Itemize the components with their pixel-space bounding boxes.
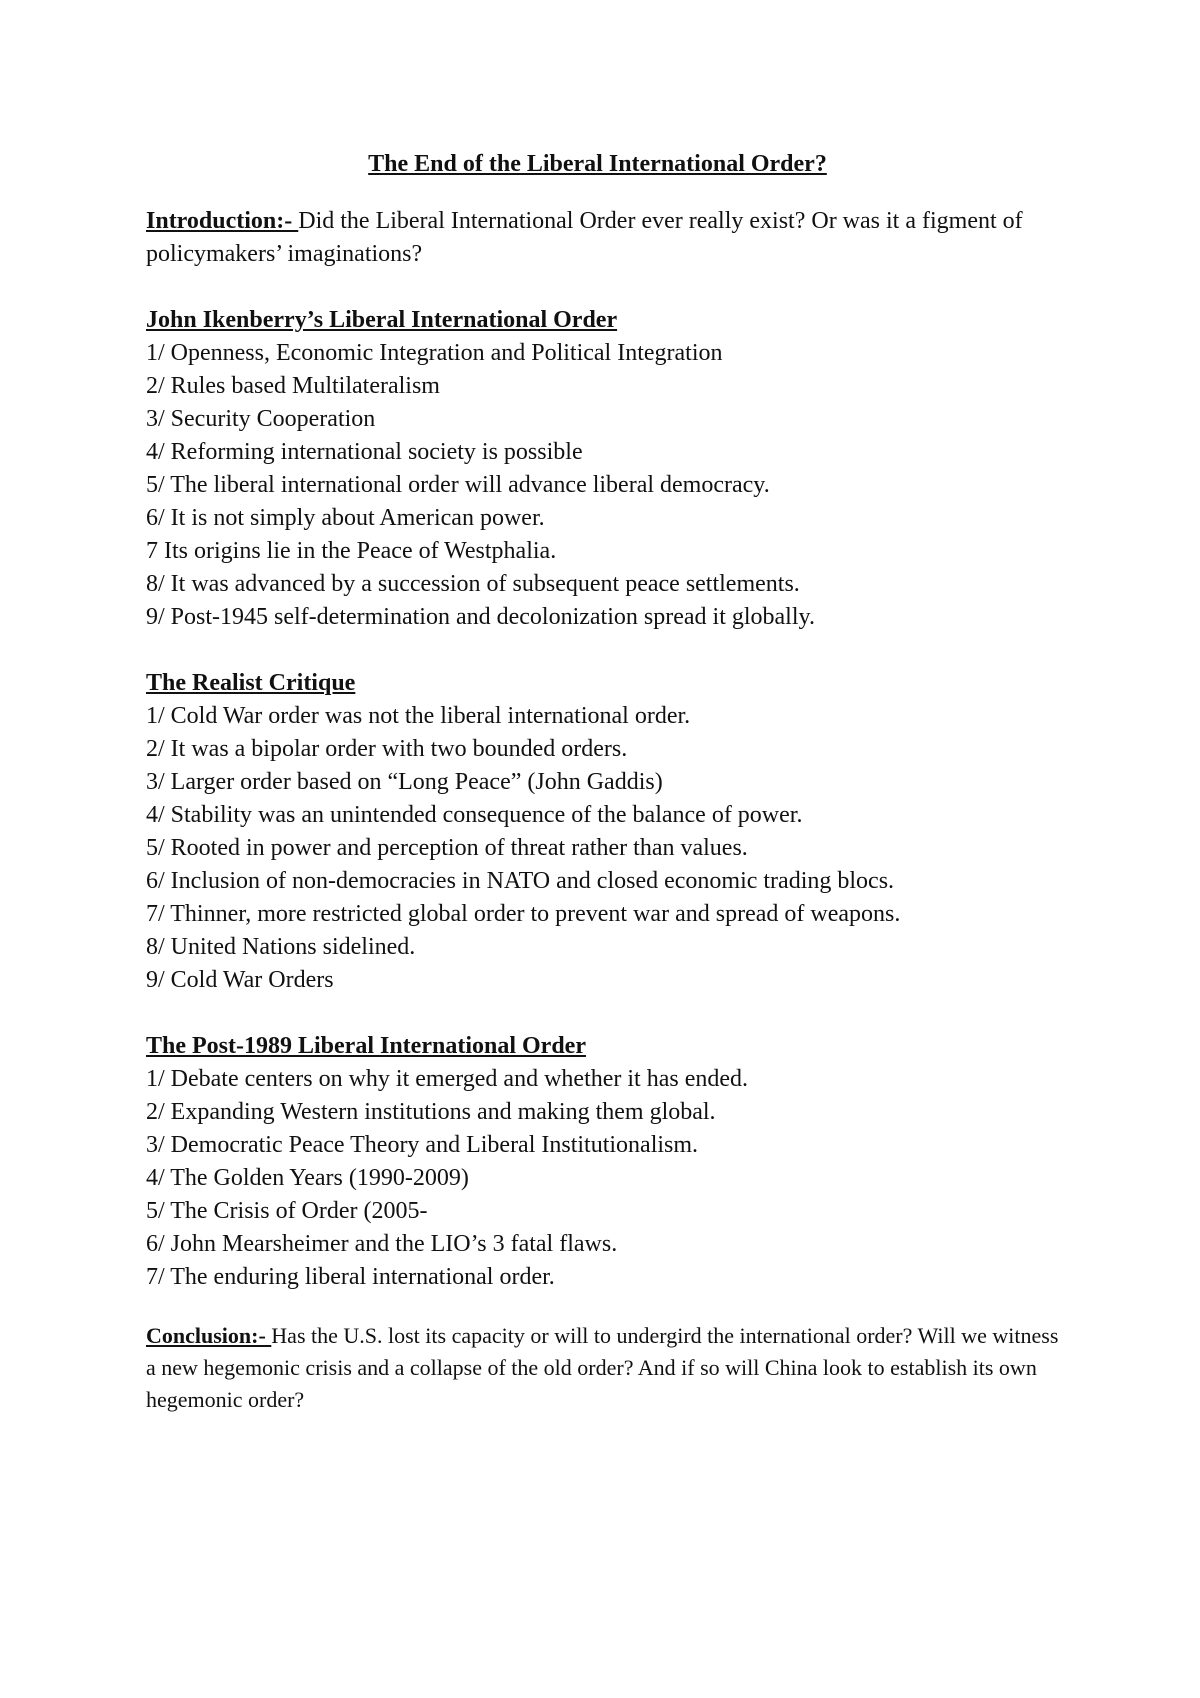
section-list	[146, 700, 1086, 997]
list-item: 4/ The Golden Years (1990-2009)	[146, 1165, 469, 1191]
list-item: 6/ It is not simply about American power.	[146, 505, 545, 531]
section-realist-critique	[146, 667, 1086, 997]
list-item: 5/ Rooted in power and perception of threat rather than values.	[146, 835, 748, 861]
section-heading: The Realist Critique	[146, 670, 356, 696]
list-item: 8/ It was advanced by a succession of subsequent peace settlements.	[146, 571, 800, 597]
list-item: 6/ Inclusion of non-democracies in NATO and closed economic trading blocs.	[146, 868, 895, 894]
section-post-1989	[146, 1030, 1086, 1294]
section-list	[146, 1063, 1086, 1294]
list-item: 1/ Debate centers on why it emerged and whether it has ended.	[146, 1066, 749, 1092]
list-item: 5/ The liberal international order will advance liberal democracy.	[146, 472, 770, 498]
section-ikenberry	[146, 304, 1086, 634]
list-item: 3/ Security Cooperation	[146, 406, 376, 432]
section-heading: John Ikenberry’s Liberal International Order	[146, 307, 618, 333]
list-item: 4/ Stability was an unintended consequence of the balance of power.	[146, 802, 803, 828]
section-heading: The Post-1989 Liberal International Order	[146, 1033, 586, 1059]
list-item: 1/ Cold War order was not the liberal international order.	[146, 703, 691, 729]
list-item: 5/ The Crisis of Order (2005-	[146, 1198, 428, 1224]
conclusion-text: Has the U.S. lost its capacity or will to undergird the international order? Will we witness a new hegemonic crisis and a collapse of the old order? And if so will China look to establish its own hegemonic order?	[146, 1323, 1059, 1412]
introduction-paragraph	[146, 205, 1086, 271]
conclusion-paragraph	[146, 1320, 1066, 1416]
list-item: 9/ Post-1945 self-determination and decolonization spread it globally.	[146, 604, 815, 630]
list-item: 2/ It was a bipolar order with two bounded orders.	[146, 736, 628, 762]
document-title: The End of the Liberal International Order?	[368, 151, 827, 177]
list-item: 3/ Larger order based on “Long Peace” (John Gaddis)	[146, 769, 663, 795]
list-item: 7 Its origins lie in the Peace of Westphalia.	[146, 538, 557, 564]
list-item: 7/ Thinner, more restricted global order to prevent war and spread of weapons.	[146, 901, 901, 927]
list-item: 9/ Cold War Orders	[146, 967, 334, 993]
introduction-label: Introduction:-	[146, 208, 299, 234]
list-item: 6/ John Mearsheimer and the LIO’s 3 fatal flaws.	[146, 1231, 618, 1257]
list-item: 2/ Expanding Western institutions and making them global.	[146, 1099, 716, 1125]
list-item: 1/ Openness, Economic Integration and Political Integration	[146, 340, 723, 366]
list-item: 7/ The enduring liberal international order.	[146, 1264, 555, 1290]
list-item: 4/ Reforming international society is possible	[146, 439, 583, 465]
introduction-text: Did the Liberal International Order ever really exist? Or was it a figment of policymakers’ imaginations?	[146, 208, 1023, 267]
list-item: 2/ Rules based Multilateralism	[146, 373, 440, 399]
list-item: 3/ Democratic Peace Theory and Liberal Institutionalism.	[146, 1132, 699, 1158]
document-content	[146, 148, 1086, 1416]
section-list	[146, 337, 1086, 634]
list-item: 8/ United Nations sidelined.	[146, 934, 416, 960]
conclusion-label: Conclusion:-	[146, 1323, 272, 1348]
